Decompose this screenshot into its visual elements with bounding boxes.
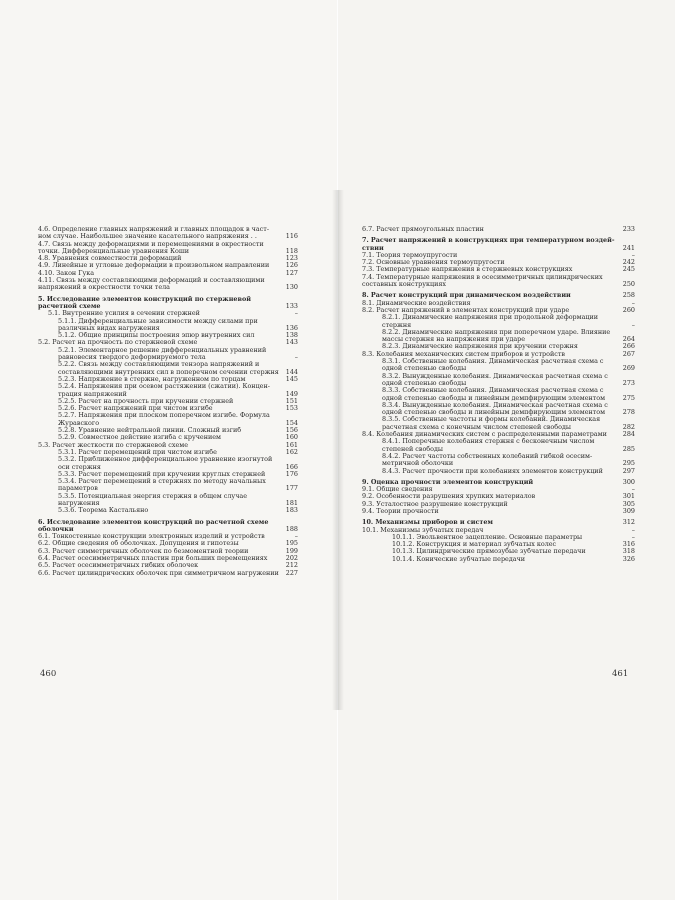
toc-entry — [38, 277, 298, 292]
toc-entry-title: 5.2.7. Напряжения при плоском поперечном изгибе. Формула Журавского — [58, 412, 270, 427]
toc-entry — [362, 329, 635, 344]
toc-entry-title: 4.7. Связь между деформациями и перемещениями в окрестности точки. Дифференциальные уравнения Коши — [38, 240, 264, 255]
toc-entry — [362, 259, 635, 266]
toc-entry — [38, 456, 298, 471]
toc-entry-title: 7.2. Основные уравнения термоупругости — [362, 259, 505, 267]
toc-entry-page: 199 — [285, 546, 298, 555]
toc-entry — [362, 373, 635, 388]
toc-entry-title: 9.4. Теории прочности — [362, 507, 439, 515]
toc-entry-title: 5.2.8. Уравнение нейтральной линии. Сложный изгиб — [58, 427, 242, 435]
toc-entry-page: 156 — [285, 426, 298, 435]
toc-entry — [38, 412, 298, 427]
toc-entry — [362, 486, 635, 493]
toc-entry-page: 264 — [622, 335, 635, 344]
toc-entry-title: 5.3. Расчет жесткости по стержневой схеме — [38, 441, 189, 449]
toc-entry — [362, 300, 635, 307]
toc-entry-page: 267 — [622, 349, 635, 358]
toc-entry-page: 312 — [622, 518, 635, 527]
toc-entry-page: 305 — [622, 499, 635, 508]
toc-entry-title: 10.1.3. Цилиндрические прямозубые зубчатые передачи — [392, 548, 586, 556]
toc-entry — [38, 270, 298, 277]
toc-entry-title: 5.1.1. Дифференциальные зависимости между силами при различных видах нагружения — [58, 317, 258, 332]
toc-entry-title: 9.1. Общие сведения — [362, 486, 433, 494]
toc-entry-page: 123 — [285, 254, 298, 263]
toc-entry — [38, 555, 298, 562]
toc-entry-page: 316 — [622, 540, 635, 549]
toc-chapter-entry — [362, 479, 635, 486]
toc-entry-title: 5.3.4. Расчет перемещений в стержнях по методу начальных параметров — [58, 478, 266, 493]
toc-entry — [38, 383, 298, 398]
toc-entry-title: 8.2.1. Динамические напряжения при продольной деформации стержня — [382, 314, 599, 329]
toc-entry-page: 153 — [285, 404, 298, 413]
toc-entry-title: 10.1.4. Конические зубчатые передачи — [392, 555, 526, 563]
toc-entry — [362, 343, 635, 350]
toc-entry-page: 176 — [285, 469, 298, 478]
toc-entry-page: 154 — [285, 418, 298, 427]
toc-chapter-entry — [38, 519, 298, 534]
toc-entry — [362, 387, 635, 402]
toc-entry-title: 5. Исследование элементов конструкций по стержневой расчетной схеме — [38, 295, 251, 310]
toc-entry — [38, 562, 298, 569]
toc-entry — [38, 471, 298, 478]
toc-entry — [38, 361, 298, 376]
toc-entry — [362, 431, 635, 438]
toc-entry-title: 5.3.1. Расчет перемещений при чистом изгибе — [58, 448, 217, 456]
toc-entry-title: 7. Расчет напряжений в конструкциях при температурном воздействии — [362, 237, 615, 252]
toc-entry — [362, 501, 635, 508]
toc-entry-title: 4.8. Уравнения совместности деформаций — [38, 255, 182, 263]
toc-entry — [362, 274, 635, 289]
toc-chapter-entry — [362, 519, 635, 526]
toc-entry-title: 6. Исследование элементов конструкций по расчетной схеме оболочки — [38, 518, 269, 533]
toc-entry-page: 326 — [622, 554, 635, 563]
toc-entry — [38, 533, 298, 540]
toc-entry-title: 8.4.1. Поперечные колебания стержня с бесконечным числом степеней свободы — [382, 438, 595, 453]
toc-entry-page: 266 — [622, 342, 635, 351]
toc-entry — [38, 255, 298, 262]
toc-entry-title: 4.10. Закон Гука — [38, 269, 95, 277]
toc-entry-title: 10.1. Механизмы зубчатых передач — [362, 526, 484, 534]
toc-entry-page: 285 — [622, 444, 635, 453]
toc-entry — [362, 508, 635, 515]
toc-entry-title: 8.3. Колебания механических систем приборов и устройств — [362, 350, 565, 358]
toc-entry-title: 9.2. Особенности разрушения хрупких материалов — [362, 493, 536, 501]
toc-entry-title: 8.3.5. Собственные частоты и формы колебаний. Динамическая расчетная схема с конечным числом степеней свободы — [382, 416, 601, 431]
toc-entry-page: 301 — [622, 492, 635, 501]
toc-entry-page: – — [631, 320, 635, 329]
toc-entry — [38, 262, 298, 269]
toc-entry-title: 6.2. Общие сведения об оболочках. Допущения и гипотезы — [38, 540, 239, 548]
toc-entry-title: 8.3.3. Собственные колебания. Динамическая расчетная схема с одной степенью свободы и линейным демпфирующим элементом — [382, 387, 606, 402]
toc-entry-title: 8.4. Колебания динамических систем с распределенными параметрами — [362, 431, 607, 439]
toc-entry-title: 8. Расчет конструкций при динамическом воздействии — [362, 292, 571, 300]
toc-entry-page: – — [631, 250, 635, 259]
left-page-number: 460 — [40, 669, 57, 679]
toc-entry-title: 8.1. Динамические воздействия — [362, 299, 471, 307]
toc-entry — [38, 540, 298, 547]
toc-chapter-entry — [362, 292, 635, 299]
toc-entry — [38, 310, 298, 317]
toc-entry-title: 6.4. Расчет осесимметричных пластин при больших перемещениях — [38, 555, 268, 563]
toc-entry-page: 160 — [285, 433, 298, 442]
toc-entry-page: 151 — [285, 396, 298, 405]
toc-entry — [362, 468, 635, 475]
toc-entry-page: 143 — [285, 338, 298, 347]
toc-entry — [362, 351, 635, 358]
toc-entry-title: 5.3.6. Теорема Кастальяно — [58, 507, 149, 515]
toc-entry-page: 212 — [285, 561, 298, 570]
toc-entry-title: 5.2.1. Элементарное решение дифференциальных уравнений равновесия твердого деформируемого тела — [58, 346, 267, 362]
toc-entry-title: 9.3. Усталостное разрушение конструкций — [362, 500, 508, 508]
toc-entry-page: 245 — [622, 265, 635, 274]
toc-entry-title: 8.2.3. Динамические напряжения при кручении стержня — [382, 343, 578, 351]
toc-entry — [362, 556, 635, 563]
toc-entry-title: 10. Механизмы приборов и систем — [362, 519, 493, 527]
toc-entry-page: 138 — [285, 331, 298, 340]
toc-entry — [38, 226, 298, 241]
toc-entry-page: 260 — [622, 305, 635, 314]
toc-entry — [362, 226, 635, 233]
toc-entry — [362, 453, 635, 468]
toc-entry — [38, 332, 298, 339]
toc-entry-page: 181 — [285, 498, 298, 507]
toc-entry — [362, 548, 635, 555]
toc-entry — [362, 307, 635, 314]
toc-entry-page: – — [631, 298, 635, 307]
toc-entry-page: – — [631, 485, 635, 494]
toc-entry-page: – — [294, 309, 298, 318]
toc-entry — [362, 416, 635, 431]
toc-entry — [362, 534, 635, 541]
toc-entry-page: 202 — [285, 554, 298, 563]
toc-entry — [38, 241, 298, 256]
toc-entry — [362, 266, 635, 273]
toc-entry-title: 9. Оценка прочности элементов конструкций — [362, 478, 534, 486]
toc-entry — [38, 347, 298, 362]
toc-entry-title: 8.2.2. Динамические напряжения при поперечном ударе. Влияние массы стержня на напряжения при ударе — [382, 328, 611, 344]
toc-entry-title: 8.3.1. Собственные колебания. Динамическая расчетная схема с одной степенью свободы — [382, 358, 604, 373]
toc-chapter-entry — [362, 237, 635, 252]
right-page-number: 461 — [612, 669, 629, 679]
toc-entry — [362, 527, 635, 534]
left-table-of-contents — [38, 226, 298, 577]
toc-entry-title: 7.4. Температурные напряжения в осесимметричных цилиндрических составных конструкциях — [362, 273, 603, 289]
toc-entry-title: 8.3.2. Вынужденные колебания. Динамическая расчетная схема с одной степенью свободы — [382, 372, 608, 387]
toc-entry — [38, 376, 298, 383]
toc-entry — [38, 570, 298, 577]
toc-entry-page: 144 — [285, 367, 298, 376]
toc-entry-title: 5.2.6. Расчет напряжений при чистом изгибе — [58, 405, 213, 413]
toc-entry-page: 233 — [622, 225, 635, 233]
toc-entry-title: 4.6. Определение главных напряжений и главных площадок в частном случае. Наибольшее значение касательного напряжения . . — [38, 226, 269, 241]
toc-entry-page: – — [631, 525, 635, 534]
toc-entry-page: 242 — [622, 258, 635, 267]
toc-entry-page: 297 — [622, 466, 635, 475]
toc-entry-page: 278 — [622, 408, 635, 417]
toc-entry-page: 227 — [285, 568, 298, 577]
toc-entry-title: 5.1. Внутренние усилия в сечении стержней — [48, 310, 200, 318]
toc-entry-title: 4.11. Связь между составляющими деформаций и составляющими напряжений в окрестности точки тела — [38, 277, 265, 292]
toc-entry-title: 5.3.5. Потенциальная энергия стержня в общем случае нагружения — [58, 492, 248, 507]
toc-entry-page: 188 — [285, 524, 298, 533]
toc-entry — [38, 405, 298, 412]
toc-entry-page: 300 — [622, 477, 635, 486]
toc-entry — [38, 318, 298, 333]
toc-entry-page: 166 — [285, 462, 298, 471]
toc-entry-page: 282 — [622, 422, 635, 431]
toc-entry-title: 5.1.2. Общие принципы построения эпюр внутренних сил — [58, 332, 255, 340]
toc-entry — [362, 358, 635, 373]
toc-entry-page: 273 — [622, 378, 635, 387]
toc-entry-title: 10.1.1. Эвольвентное зацепление. Основные параметры — [392, 533, 583, 541]
toc-entry — [38, 548, 298, 555]
toc-entry-page: 116 — [285, 232, 298, 241]
toc-entry-page: 161 — [285, 440, 298, 449]
toc-entry-page: 250 — [622, 280, 635, 289]
book-gutter — [332, 190, 344, 710]
toc-entry — [362, 493, 635, 500]
toc-entry-page: 149 — [285, 389, 298, 398]
toc-entry — [362, 402, 635, 417]
toc-entry-title: 7.1. Теория термоупругости — [362, 251, 458, 259]
toc-entry-page: 269 — [622, 364, 635, 373]
toc-entry-title: 8.4.3. Расчет прочности при колебаниях элементов конструкций — [382, 467, 603, 475]
toc-entry — [362, 314, 635, 329]
toc-entry-page: 133 — [285, 301, 298, 310]
toc-entry-page: 136 — [285, 323, 298, 332]
toc-entry-title: 5.3.3. Расчет перемещений при кручении круглых стержней — [58, 470, 266, 478]
toc-entry-page: 162 — [285, 447, 298, 456]
toc-entry-page: 130 — [285, 283, 298, 292]
toc-entry-page: 126 — [285, 261, 298, 270]
toc-entry-page: 275 — [622, 393, 635, 402]
toc-entry-page: – — [631, 532, 635, 541]
toc-entry-title: 5.3.2. Приближенное дифференциальное уравнение изогнутой оси стержня — [58, 456, 273, 471]
toc-entry-title: 5.2.5. Расчет на прочность при кручении стержней — [58, 397, 234, 405]
toc-entry — [362, 541, 635, 548]
toc-entry-page: 284 — [622, 430, 635, 439]
toc-entry-title: 8.3.4. Вынужденные колебания. Динамическая расчетная схема с одной степенью свободы и линейным демпфирующим элементом — [382, 401, 608, 417]
toc-entry-page: 145 — [285, 374, 298, 383]
toc-entry — [38, 442, 298, 449]
toc-entry-page: – — [294, 532, 298, 541]
toc-entry-title: 5.2. Расчет на прочность по стержневой схеме — [38, 339, 198, 347]
toc-entry-title: 8.2. Расчет напряжений в элементах конструкций при ударе — [362, 306, 570, 314]
toc-entry — [38, 493, 298, 508]
toc-entry — [38, 398, 298, 405]
toc-entry-title: 8.4.2. Расчет частоты собственных колебаний гибкой осесимметричной оболочки — [382, 452, 593, 468]
toc-entry-title: 6.6. Расчет цилиндрических оболочек при симметричном нагружении — [38, 569, 279, 577]
toc-entry — [362, 252, 635, 259]
toc-entry-title: 5.2.9. Совместное действие изгиба с кручением — [58, 434, 221, 442]
toc-entry — [362, 438, 635, 453]
right-table-of-contents — [362, 226, 635, 563]
toc-entry-title: 6.7. Расчет прямоугольных пластин — [362, 226, 484, 233]
toc-entry-title: 6.5. Расчет осесимметричных гибких оболочек — [38, 562, 199, 570]
toc-entry-title: 5.2.2. Связь между составляющими тензора напряжений и составляющими внутренних сил в поперечном сечении стержня — [58, 361, 279, 376]
toc-entry-page: 309 — [622, 506, 635, 515]
toc-entry — [38, 449, 298, 456]
toc-entry-page: 258 — [622, 291, 635, 300]
toc-entry-page: – — [294, 353, 298, 362]
toc-entry-page: 177 — [285, 484, 298, 493]
toc-entry-title: 7.3. Температурные напряжения в стержневых конструкциях — [362, 266, 573, 274]
toc-entry-page: 183 — [285, 506, 298, 515]
toc-entry-title: 4.9. Линейные и угловые деформации в произвольном направлении — [38, 262, 270, 270]
toc-entry — [38, 434, 298, 441]
toc-chapter-entry — [38, 296, 298, 311]
toc-entry-title: 5.2.3. Напряжение в стержне, нагруженном по торцам — [58, 375, 246, 383]
toc-entry-title: 6.3. Расчет симметричных оболочек по безмоментной теории — [38, 547, 249, 555]
toc-entry-page: 295 — [622, 459, 635, 468]
toc-entry-page: 318 — [622, 547, 635, 556]
toc-entry-page: 195 — [285, 539, 298, 548]
toc-entry-page: 241 — [622, 243, 635, 252]
toc-entry-page: 118 — [285, 246, 298, 255]
toc-entry — [38, 339, 298, 346]
toc-entry — [38, 507, 298, 514]
toc-entry — [38, 478, 298, 493]
toc-entry — [38, 427, 298, 434]
toc-entry-title: 5.2.4. Напряжения при осевом растяжении (сжатии). Концентрация напряжений — [58, 383, 270, 398]
toc-entry-title: 10.1.2. Конструкция и материал зубчатых колес — [392, 541, 557, 549]
toc-entry-page: 127 — [285, 268, 298, 277]
toc-entry-title: 6.1. Тонкостенные конструкции электронных изделий и устройств — [38, 533, 265, 541]
